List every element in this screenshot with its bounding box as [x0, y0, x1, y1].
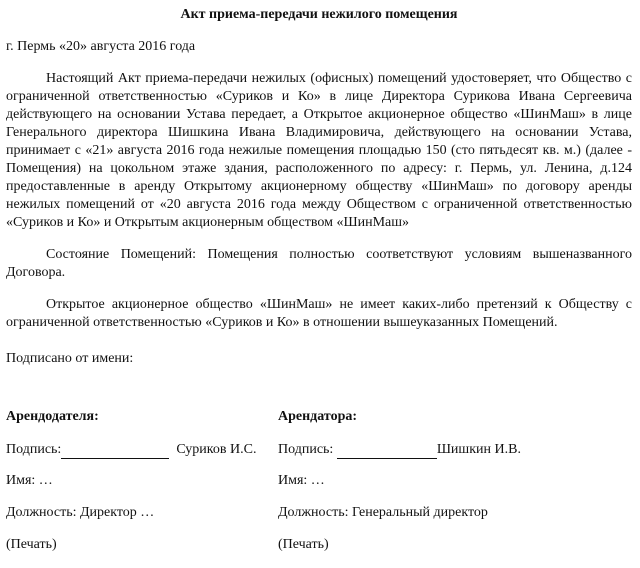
place-date: г. Пермь «20» августа 2016 года — [6, 39, 196, 54]
paragraph-condition: Состояние Помещений: Помещения полностью соответствуют условиям вышеназванного Договора. — [6, 247, 632, 280]
landlord-seal: (Печать) — [6, 537, 57, 552]
tenant-signature-line — [337, 440, 437, 459]
landlord-signature-line — [61, 440, 169, 459]
signed-on-behalf: Подписано от имени: — [6, 351, 134, 366]
signature-block — [6, 408, 632, 568]
paragraph-no-claims: Открытое акционерное общество «ШинМаш» не имеет каких-либо претензий к Обществу с ограниченной ответственностью «Суриков и Ко» в отношении вышеуказанных Помещений. — [6, 297, 632, 330]
landlord-sign-name: Суриков И.С. — [176, 442, 257, 457]
tenant-name-line: Имя: … — [278, 473, 325, 488]
document-title: Акт приема-передачи нежилого помещения — [180, 7, 458, 22]
tenant-sign-name: Шишкин И.В. — [436, 442, 521, 457]
tenant-position-line: Должность: Генеральный директор — [278, 505, 488, 520]
landlord-name-line: Имя: … — [6, 473, 53, 488]
tenant-heading: Арендатора: — [278, 409, 358, 424]
tenant-sign-label: Подпись: — [278, 442, 334, 457]
landlord-column — [6, 408, 266, 568]
tenant-signature-row — [278, 440, 598, 472]
landlord-heading: Арендодателя: — [6, 409, 99, 424]
landlord-position-line: Должность: Директор … — [6, 505, 155, 520]
tenant-column — [278, 408, 598, 568]
landlord-signature-row — [6, 440, 266, 472]
paragraph-main: Настоящий Акт приема-передачи нежилых (офисных) помещений удостоверяет, что Общество с ограниченной ответственностью «Суриков и Ко» в лице Директора Сурикова Ивана Сергеевича действующего на основании Устава передает, а Открытое акционерное общество «ШинМаш» в лице Генерального директора Шишкина Ивана Владимировича, действующего на основании Устава, принимает с «21» августа 2016 года нежилые помещения площадью 150 (сто пятьдесят кв. м.) (далее - Помещения) на цокольном этаже здания, расположенного по адресу: г. Пермь, ул. Ленина, д.124 предоставленные в аренду Открытому акционерному обществу «ШинМаш» по договору аренды нежилых помещений от «20 августа 2016 года между Обществом с ограниченной ответственностью «Суриков и Ко» и Открытым акционерным обществом «ШинМаш» — [6, 71, 632, 230]
landlord-sign-label: Подпись: — [6, 442, 62, 457]
tenant-seal: (Печать) — [278, 537, 329, 552]
